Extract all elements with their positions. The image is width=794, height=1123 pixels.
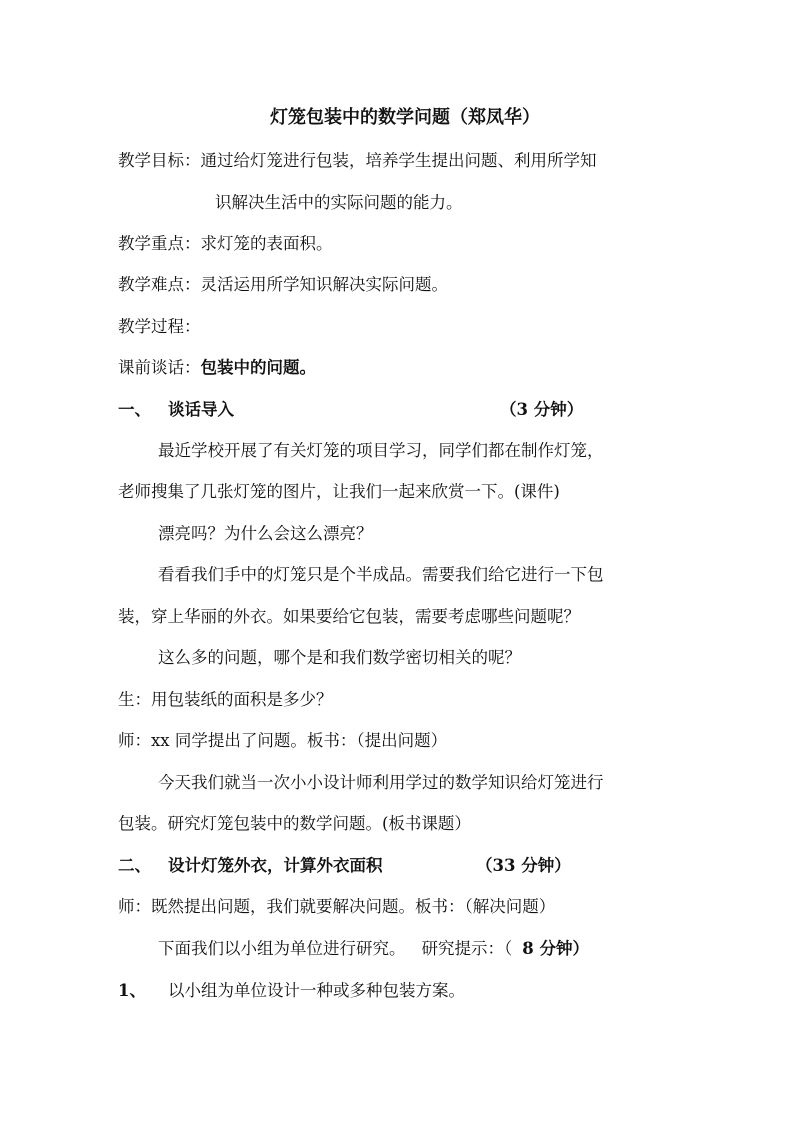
paragraph-8: 师：既然提出问题，我们就要解决问题。板书：（解决问题） — [118, 897, 556, 916]
section2-heading — [118, 855, 618, 877]
document-title: 灯笼包装中的数学问题（郑凤华） — [270, 107, 540, 128]
paragraph-4: 这么多的问题，哪个是和我们数学密切相关的呢？ — [158, 648, 521, 667]
paragraph-9 — [158, 938, 589, 960]
key-point-text: 求灯笼的表面积。 — [200, 234, 333, 253]
section1-time: （3 分钟） — [500, 400, 584, 419]
list-item-1 — [118, 980, 618, 1002]
list-item-1-number: 1、 — [118, 981, 146, 1000]
paragraph-3-line-1: 看看我们手中的灯笼只是个半成品。需要我们给它进行一下包 — [158, 565, 604, 584]
pre-talk-text: 包装中的问题。 — [200, 358, 316, 377]
paragraph-1-line-1: 最近学校开展了有关灯笼的项目学习，同学们都在制作灯笼， — [158, 441, 604, 460]
section1-heading — [118, 399, 618, 421]
paragraph-6: 师：xx 同学提出了问题。板书：（提出问题） — [118, 731, 448, 750]
pre-talk-label: 课前谈话： — [118, 358, 201, 377]
difficulty-text: 灵活运用所学知识解决实际问题。 — [200, 275, 448, 294]
key-point-line — [118, 233, 333, 255]
section1-title: 谈话导入 — [168, 400, 234, 419]
research-hint-time: 8 分钟） — [522, 939, 589, 958]
goal-text-1: 通过给灯笼进行包装，培养学生提出问题、利用所学知 — [200, 151, 597, 170]
process-label: 教学过程： — [118, 317, 201, 336]
goal-line-2: 识解决生活中的实际问题的能力。 — [215, 193, 463, 212]
section2-time: （33 分钟） — [476, 856, 571, 875]
key-point-label: 教学重点： — [118, 234, 201, 253]
paragraph-1-line-2: 老师搜集了几张灯笼的图片，让我们一起来欣赏一下。(课件) — [118, 482, 560, 501]
pre-talk-line — [118, 357, 316, 379]
section2-number: 二、 — [118, 856, 151, 875]
section1-number: 一、 — [118, 400, 151, 419]
paragraph-3-line-2: 装，穿上华丽的外衣。如果要给它包装，需要考虑哪些问题呢？ — [118, 607, 580, 626]
goal-label: 教学目标： — [118, 151, 201, 170]
paragraph-5: 生：用包装纸的面积是多少？ — [118, 690, 333, 709]
difficulty-line — [118, 274, 448, 296]
paragraph-2: 漂亮吗？为什么会这么漂亮？ — [158, 524, 373, 543]
goal-line-1 — [118, 150, 597, 172]
research-hint-label: 研究提示：（ — [421, 939, 513, 958]
paragraph-9-text: 下面我们以小组为单位进行研究。 — [158, 939, 406, 958]
difficulty-label: 教学难点： — [118, 275, 201, 294]
paragraph-7-line-1: 今天我们就当一次小小设计师利用学过的数学知识给灯笼进行 — [158, 773, 604, 792]
paragraph-7-line-2: 包装。研究灯笼包装中的数学问题。(板书课题） — [118, 814, 471, 833]
list-item-1-text: 以小组为单位设计一种或多种包装方案。 — [168, 981, 465, 1000]
section2-title: 设计灯笼外衣，计算外衣面积 — [168, 856, 383, 875]
